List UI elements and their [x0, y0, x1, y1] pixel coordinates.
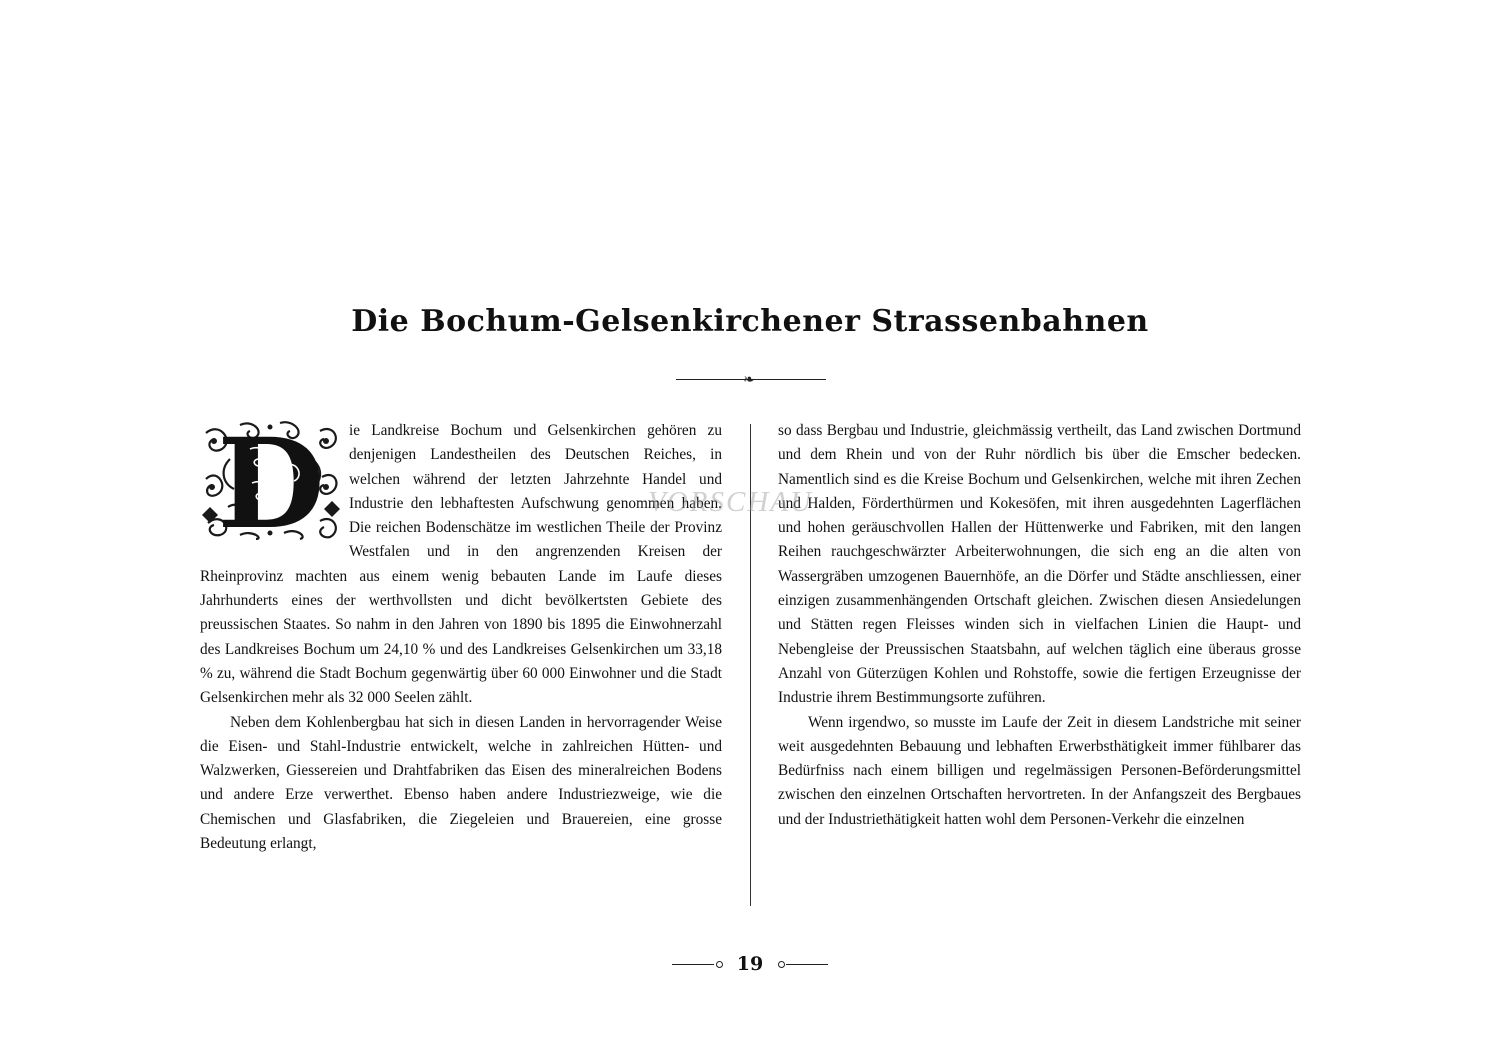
page-footer	[672, 952, 828, 976]
left-column	[200, 419, 722, 856]
dropcap-letter: D	[217, 419, 325, 540]
footer-rule-right	[786, 964, 828, 965]
leaf-ornament-icon: ❧	[743, 372, 755, 388]
title-ornament	[676, 372, 826, 392]
footer-rule-left	[672, 964, 714, 965]
circle-ornament-icon	[716, 961, 723, 968]
right-paragraph-1: so dass Bergbau und Industrie, gleichmässig vertheilt, das Land zwischen Dortmund und dem Rhein und von der Ruhr nördlich bis über die Emscher bedecken. Namentlich sind es die Kreise Bochum und Gelsenkirchen, welche mit ihren Zechen und Halden, Förderthürmen und Kokesöfen, mit ihren ausgedehnten Lagerflächen und hohen geräuschvollen Hallen der Hüttenwerke und Fabriken, mit den langen Reihen rauchgeschwärzter Arbeiterwohnungen, die sich eng an die alten von Wassergräben umzogenen Bauernhöfe, an die Dörfer und Städte anschliessen, einer einzigen zusammenhängenden Ortschaft gleichen. Zwischen diesen Ansiedelungen und Stätten regen Fleisses winden sich in vielfachen Linien die Haupt- und Nebengleise der Preussischen Staatsbahn, auf welchen täglich eine überaus grosse Anzahl von Güterzügen Kohlen und Rohstoffe, sowie die fertigen Erzeugnisse der Industrie ihrem Bestimmungsorte zuführen.	[778, 422, 1301, 707]
left-paragraph-2: Neben dem Kohlenbergbau hat sich in diesen Landen in hervorragender Weise die Eisen- und Stahl-Industrie entwickelt, welche in zahlreichen Hütten- und Walzwerken, Giessereien und Drahtfabriken das Eisen des mineralreichen Bodens und andere Erze verwerthet. Ebenso haben andere Industriezweige, wie die Chemischen und Glasfabriken, die Ziegeleien und Brauereien, eine grosse Bedeutung erlangt,	[200, 713, 722, 853]
right-column	[778, 419, 1301, 832]
page-title: Die Bochum-Gelsenkirchener Strassenbahnen	[351, 304, 1149, 339]
dropcap-initial	[200, 419, 343, 540]
ornate-initial-icon	[200, 419, 343, 540]
column-divider	[750, 424, 751, 906]
preview-watermark: VORSCHAU	[648, 486, 813, 518]
right-paragraph-2: Wenn irgendwo, so musste im Laufe der Zeit in diesem Landstriche mit seiner weit ausgedehnten Bebauung und lebhaften Erwerbsthätigkeit immer fühlbarer das Bedürfniss nach einem billigen und regelmässigen Personen-Beförderungsmittel zwischen den einzelnen Ortschaften hervortreten. In der Anfangszeit des Bergbaues und der Industriethätigkeit hatten wohl dem Personen-Verkehr die einzelnen	[778, 713, 1301, 828]
left-paragraph-1: ie Landkreise Bochum und Gelsenkirchen gehören zu denjenigen Landestheilen des Deutschen Reiches, in welchen während der letzten Jahrzehnte Handel und Industrie den lebhaftesten Aufschwung genommen haben. Die reichen Bodenschätze im westlichen Theile der Provinz Westfalen und in den angrenzenden Kreisen der Rheinprovinz machten aus einem wenig bebauten Lande im Laufe dieses Jahrhunderts eines der werthvollsten und dicht bevölkertsten Gebiete des preussischen Staates. So nahm in den Jahren von 1890 bis 1895 die Einwohnerzahl des Landkreises Bochum um 24,10 % und des Landkreises Gelsenkirchen um 33,18 % zu, während die Stadt Bochum gegenwärtig über 60 000 Einwohner und die Stadt Gelsenkirchen mehr als 32 000 Seelen zählt.	[200, 422, 722, 707]
circle-ornament-icon	[778, 961, 785, 968]
page-number: 19	[736, 953, 764, 975]
